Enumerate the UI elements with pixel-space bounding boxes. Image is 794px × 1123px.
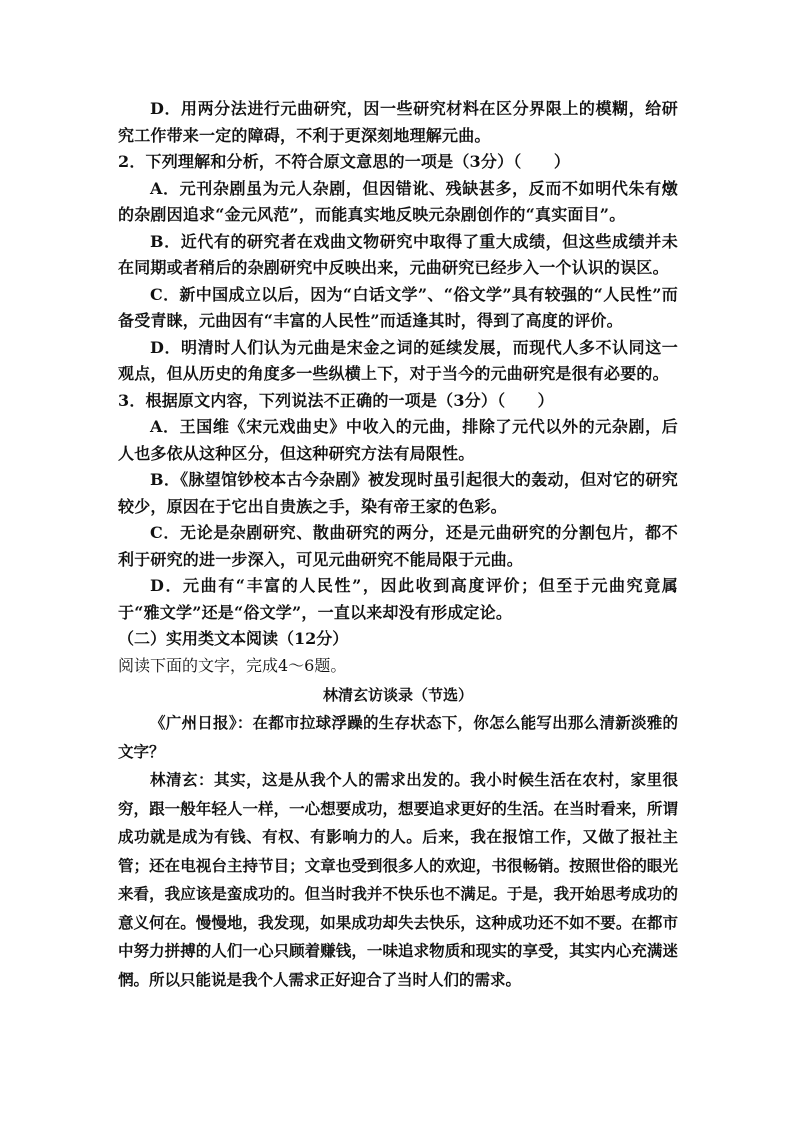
- interview-answer: 林清玄：其实，这是从我个人的需求出发的。我小时候生活在农村，家里很穷，跟一般年轻人一样，一心想要成功，想要追求更好的生活。在当时看来，所谓成功就是成为有钱、有权、有影响力的人。后来，我在报馆工作，又做了报社主管；还在电视台主持节目；文章也受到很多人的欢迎，书很畅销。按照世俗的眼光来看，我应该是蛮成功的。但当时我并不快乐也不满足。于是，我开始思考成功的意义何在。慢慢地，我发现，如果成功却失去快乐，这种成功还不如不要。在都市中努力拼搏的人们一心只顾着赚钱，一味追求物质和现实的享受，其实内心充满迷惘。所以只能说是我个人需求正好迎合了当时人们的需求。: [118, 771, 678, 989]
- q2-option-c: C．新中国成立以后，因为“白话文学”、“俗文学”具有较强的“人民性”而备受青睐，元曲因有“丰富的人民性”而适逢其时，得到了高度的评价。: [118, 284, 678, 330]
- q3-option-d: D．元曲有“丰富的人民性”，因此收到高度评价；但至于元曲究竟属于“雅文学”还是“俗文学”，一直以来却没有形成定论。: [118, 576, 678, 622]
- q2-option-d: D．明清时人们认为元曲是宋金之词的延续发展，而现代人多不认同这一观点，但从历史的角度多一些纵横上下，对于当今的元曲研究是很有必要的。: [118, 337, 678, 383]
- article-title: 林清玄访谈录（节选）: [322, 686, 473, 704]
- section-heading: （二）实用类文本阅读（12分）: [118, 629, 349, 648]
- q2-option-a: A．元刊杂剧虽为元人杂剧，但因错讹、残缺甚多，反而不如明代朱有燉的杂剧因追求“金元风范”，而能真实地反映元杂剧创作的“真实面目”。: [118, 178, 678, 224]
- q3-option-c: C．无论是杂剧研究、散曲研究的两分，还是元曲研究的分割包片，都不利于研究的进一步深入，可见元曲研究不能局限于元曲。: [118, 523, 678, 569]
- document-page: [118, 96, 678, 994]
- interview-question: 《广州日报》：在都市拉球浮躁的生存状态下，你怎么能写出那么清新淡雅的文字？: [118, 714, 678, 761]
- q3-option-a: A．王国维《宋元戏曲史》中收入的元曲，排除了元代以外的元杂剧，后人也多依从这种区分，但这种研究方法有局限性。: [118, 417, 678, 463]
- section-instruction: 阅读下面的文字，完成4～6题。: [118, 655, 347, 675]
- q2-option-b: B．近代有的研究者在戏曲文物研究中取得了重大成绩，但这些成绩并未在同期或者稍后的杂剧研究中反映出来，元曲研究已经步入一个认识的误区。: [118, 231, 678, 277]
- q3-stem: 3．根据原文内容，下列说法不正确的一项是（3分）（ ）: [118, 390, 554, 410]
- q3-option-b: B．《脉望馆钞校本古今杂剧》被发现时虽引起很大的轰动，但对它的研究较少，原因在于它出自贵族之手，染有帝王家的色彩。: [118, 470, 678, 516]
- q2-stem: 2．下列理解和分析，不符合原文意思的一项是（3分）（ ）: [118, 152, 571, 171]
- q1-option-d: D．用两分法进行元曲研究，因一些研究材料在区分界限上的模糊，给研究工作带来一定的障碍，不利于更深刻地理解元曲。: [118, 99, 678, 145]
